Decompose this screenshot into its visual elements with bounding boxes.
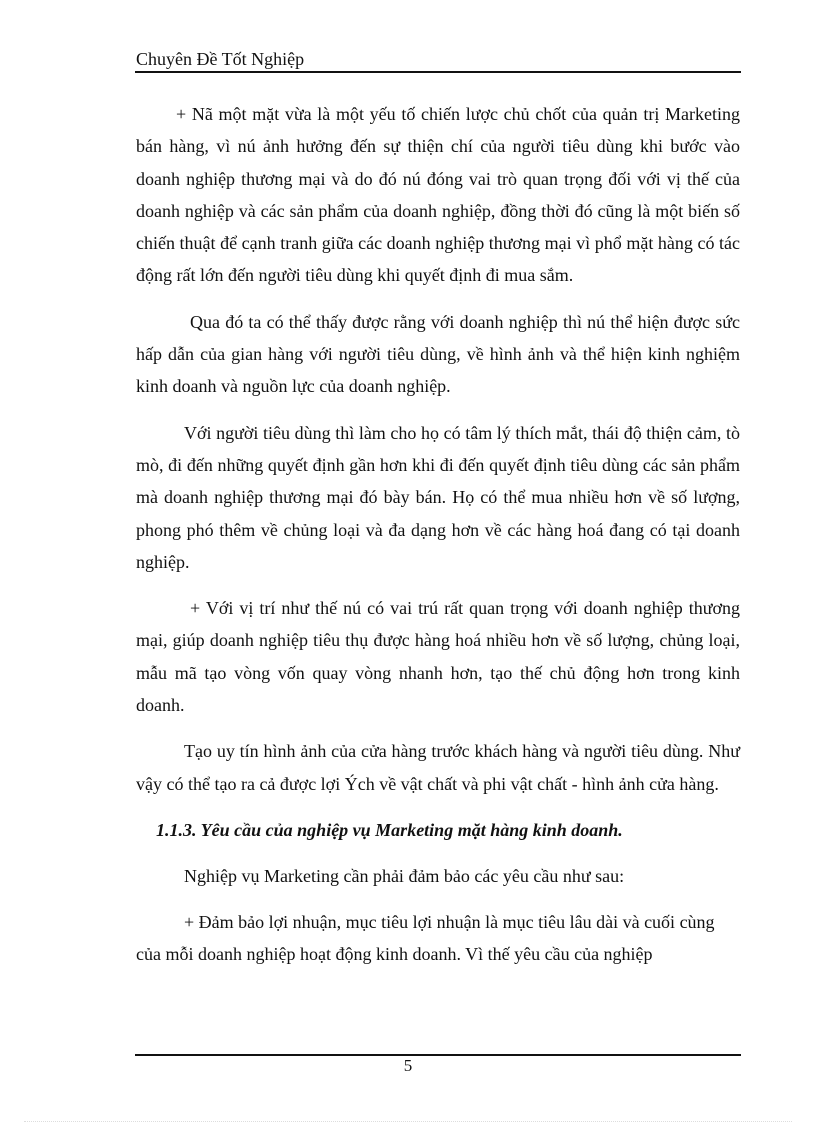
paragraph: + Với vị trí như thế nú có vai trú rất quan trọng với doanh nghiệp thương mại, giúp doanh nghiệp tiêu thụ được hàng hoá nhiều hơn về số lượng, chủng loại, mẫu mã tạo vòng vốn quay vòng nhanh hơn, tạo thế chủ động hơn trong kinh doanh. (136, 598, 740, 716)
paragraph: + Nã một mặt vừa là một yếu tố chiến lược chủ chốt của quản trị Marketing bán hàng, vì nú ảnh hưởng đến sự thiện chí của người tiêu dùng khi bước vào doanh nghiệp thương mại và do đó nú đóng vai trò quan trọng đối với vị thế của doanh nghiệp và các sản phẩm của doanh nghiệp, đồng thời đó cũng là một biến số chiến thuật để cạnh tranh giữa các doanh nghiệp thương mại vì phổ mặt hàng có tác động rất lớn đến người tiêu dùng khi quyết định đi mua sắm. (136, 104, 740, 286)
page-edge-divider (24, 1121, 792, 1122)
header-divider (135, 71, 741, 73)
section-heading: 1.1.3. Yêu cầu của nghiệp vụ Marketing mặt hàng kinh doanh. (156, 819, 623, 840)
paragraph: Qua đó ta có thể thấy được rằng với doanh nghiệp thì nú thể hiện được sức hấp dẫn của gian hàng với người tiêu dùng, về hình ảnh và thể hiện kinh nghiệm kinh doanh và nguồn lực của doanh nghiệp. (136, 311, 740, 397)
page-header-title: Chuyên Đề Tốt Nghiệp (136, 49, 305, 69)
page-number: 5 (403, 1056, 413, 1075)
paragraph: Với người tiêu dùng thì làm cho họ có tâm lý thích mắt, thái độ thiện cảm, tò mò, đi đến những quyết định gần hơn khi đi đến quyết định tiêu dùng các sản phẩm mà doanh nghiệp thương mại đó bày bán. Họ có thể mua nhiều hơn về số lượng, phong phó thêm về chủng loại và đa dạng hơn về các hàng hoá đang có tại doanh nghiệp. (136, 422, 740, 572)
paragraph: Tạo uy tín hình ảnh của cửa hàng trước khách hàng và người tiêu dùng. Như vậy có thể tạo ra cả được lợi Ých về vật chất và phi vật chất - hình ảnh cửa hàng. (136, 741, 740, 794)
paragraph: Nghiệp vụ Marketing cần phải đảm bảo các yêu cầu như sau: (184, 865, 625, 886)
paragraph: + Đảm bảo lợi nhuận, mục tiêu lợi nhuận là mục tiêu lâu dài và cuối cùng của mỗi doanh nghiệp hoạt động kinh doanh. Vì thế yêu cầu của nghiệp (136, 911, 715, 964)
document-body (136, 98, 740, 984)
